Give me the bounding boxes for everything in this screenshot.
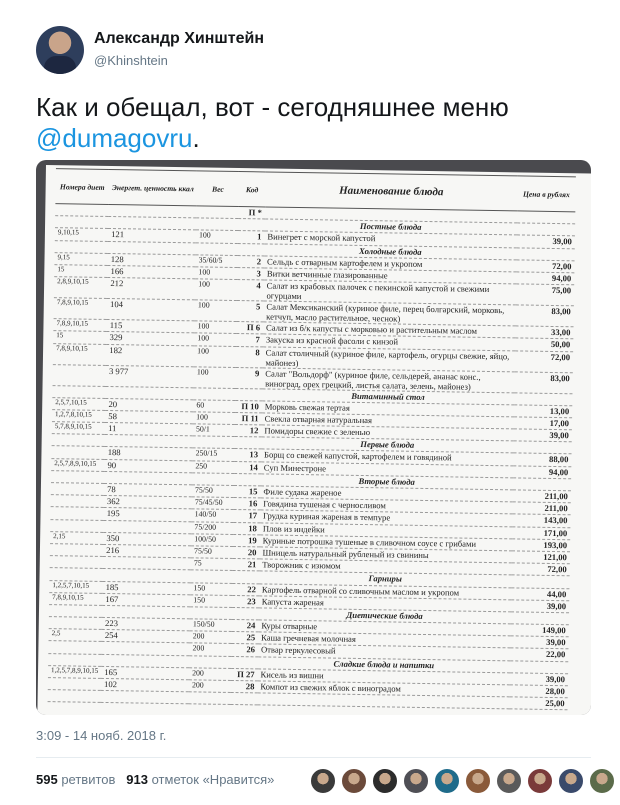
menu-cell-price: 72,00 [515,350,574,372]
menu-cell-empty [511,612,569,625]
menu-cell-price: 72,00 [516,260,574,273]
liker-avatar-5[interactable] [434,768,460,794]
menu-cell-empty [232,656,258,669]
menu-section-title: Гарниры [259,571,511,587]
menu-cell-name: Капуста жареная [259,596,511,612]
menu-cell-code: 28 [231,680,257,693]
menu-cell-diet [49,617,102,630]
menu-cell-energy: 166 [107,265,195,279]
menu-cell-name: Картофель отварной со сливочным маслом и укропом [259,583,511,599]
menu-cell-weight: 100 [195,300,238,322]
likers-avatars [310,768,620,794]
menu-cell-price: 171,00 [512,526,570,539]
menu-cell-price: 88,00 [513,453,571,466]
liker-avatar-6[interactable] [465,768,491,794]
menu-cell-empty [238,243,264,256]
menu-cell-empty [196,218,238,231]
menu-cell-energy: 188 [105,447,193,461]
menu-section-title: Витаминный стол [262,388,514,404]
menu-cell-code: 13 [235,449,261,462]
header-energy: Энергет. ценность ккал [109,169,197,205]
menu-cell-energy: 102 [101,678,189,692]
menu-cell-weight: 100 [193,412,235,425]
menu-cell-diet [50,507,103,520]
menu-cell-code: П 6 [237,322,263,335]
menu-cell-diet: 7,8,9,10,15 [53,343,107,365]
menu-cell-empty [517,223,575,236]
menu-cell-weight: 200 [189,643,231,656]
menu-cell-diet: 1,2,5,7,10,15 [49,580,102,593]
menu-cell-empty [193,436,235,449]
menu-cell-price: 83,00 [515,305,574,327]
menu-cell-energy: 223 [102,618,190,632]
tweet-header [36,26,596,74]
menu-section-title: Постные блюда [265,219,517,235]
retweets-count[interactable]: 595 [36,772,58,787]
menu-cell-diet [48,678,101,691]
menu-cell-code [231,693,257,706]
menu-cell-energy: 216 [103,544,191,558]
menu-cell-name: Филе судака жареное [260,486,512,502]
menu-cell-name [257,693,509,709]
menu-cell-code: 18 [234,522,260,535]
menu-cell-energy: 329 [106,332,194,346]
menu-cell-code: П 27 [231,668,257,681]
menu-cell-energy: 254 [102,630,190,644]
divider [36,757,591,758]
header-code: Код [239,172,266,207]
menu-cell-energy: 115 [107,320,195,334]
menu-cell-diet: 7,8,9,10,15 [54,298,108,320]
liker-avatar-2[interactable] [341,768,367,794]
author-name[interactable]: Александр Хинштейн [94,30,264,47]
menu-cell-diet: 9,10,15 [55,228,108,241]
menu-cell-weight: 75/50 [191,546,233,559]
menu-cell-weight [189,692,231,705]
menu-cell-price: 28,00 [509,685,567,698]
menu-cell-energy: 20 [105,398,193,412]
header-name: Наименование блюда [265,172,518,211]
menu-cell-code: 21 [233,559,259,572]
menu-cell-diet [48,641,101,654]
menu-cell-name: Салат из крабовых палочек с пекинской капустой и свежими огурцами [263,280,515,305]
menu-photo[interactable] [36,160,591,715]
menu-cell-diet [50,544,103,557]
menu-cell-weight: 100 [195,267,237,280]
menu-cell-code: П * [239,207,265,220]
menu-cell-diet [53,364,107,386]
menu-cell-diet [51,483,104,496]
menu-cell-name: Отвар геркулесовый [258,644,510,660]
tweet-stats [36,772,274,787]
menu-cell-price: 211,00 [512,502,570,515]
liker-avatar-8[interactable] [527,768,553,794]
menu-cell-energy: 350 [103,532,191,546]
author-handle[interactable]: @Khinshtein [94,53,168,68]
menu-cell-code: 16 [234,498,260,511]
menu-cell-weight: 250 [192,460,234,473]
menu-cell-empty [52,434,105,447]
menu-cell-name: Каша гречневая молочная [258,632,510,648]
menu-section-title: Холодные блюда [264,244,516,260]
menu-cell-energy: 104 [107,299,195,321]
menu-body [48,204,576,710]
menu-cell-empty [513,478,571,491]
menu-paper [37,165,591,715]
menu-cell-weight: 200 [189,680,231,693]
menu-cell-empty [49,568,102,581]
menu-cell-name: Грудка куриная жареная в темпуре [260,510,512,526]
header-price: Цена в рублях [517,176,576,212]
menu-cell-code: 1 [238,231,264,244]
menu-cell-name: Творожник с изюмом [259,559,511,575]
menu-cell-empty [192,473,234,486]
menu-cell-empty [49,604,102,617]
menu-cell-diet: 15 [54,265,107,278]
menu-cell-price [517,211,575,224]
menu-cell-code: 25 [232,632,258,645]
menu-cell-price: 25,00 [509,697,567,710]
menu-cell-price: 75,00 [516,284,575,306]
menu-cell-price: 39,00 [513,429,571,442]
liker-avatar-3[interactable] [372,768,398,794]
menu-cell-name: Компот из свежих яблок с виноградом [257,681,509,697]
menu-cell-name: Куры отварные [258,620,510,636]
menu-cell-diet: 7,8,9,10,15 [53,319,106,332]
menu-cell-diet: 2,15 [50,531,103,544]
menu-cell-name: Помидоры свежие с зеленью [261,425,513,441]
menu-cell-name: Плов из индейки [260,522,512,538]
menu-cell-price: 39,00 [511,600,569,613]
menu-cell-code: 20 [233,546,259,559]
menu-cell-price: 50,00 [515,338,573,351]
menu-cell-code: П 10 [236,400,262,413]
menu-cell-weight: 100 [194,366,237,388]
menu-cell-diet [50,556,103,569]
menu-cell-empty [55,240,108,253]
menu-cell-empty [193,387,235,400]
likes-label[interactable]: отметок «Нравится» [151,772,275,787]
menu-cell-name: Салат Мексиканский (куриное филе, перец болгарский, морковь, кетчуп, масло растительное, чеснок) [263,301,515,326]
menu-cell-weight: 60 [193,400,235,413]
likes-count[interactable]: 913 [126,772,148,787]
menu-cell-diet: 7,8,9,10,15 [49,592,102,605]
menu-cell-diet: 15 [53,331,106,344]
menu-cell-diet: 9,15 [54,252,107,265]
menu-cell-name: Шницель натуральный рубленый из свинины [259,547,511,563]
menu-cell-diet [50,519,103,532]
liker-avatar-4[interactable] [403,768,429,794]
menu-cell-empty [235,437,261,450]
menu-cell-empty [55,216,108,229]
menu-cell-weight: 100 [195,321,237,334]
menu-cell-empty [51,470,104,483]
menu-cell-price: 22,00 [510,648,568,661]
menu-cell-energy: 362 [104,496,192,510]
menu-cell-code: 7 [237,334,263,347]
menu-cell-price: 143,00 [512,514,570,527]
menu-cell-code: 24 [232,620,258,633]
menu-cell-name: Говядина тушеная с черносливом [260,498,512,514]
menu-cell-name: Морковь свежая тертая [262,401,514,417]
menu-cell-weight: 35/60/5 [196,255,238,268]
menu-cell-diet: 2,5 [49,629,102,642]
menu-cell-weight: 50/1 [193,424,235,437]
header-diet: Номера диет [55,169,109,205]
menu-cell-empty [233,571,259,584]
menu-cell-name: Кисель из вишни [258,669,510,685]
menu-cell-energy: 195 [104,508,192,522]
liker-avatar-10[interactable] [589,768,615,794]
menu-cell-weight: 75/50 [192,485,234,498]
menu-cell-price: 33,00 [515,326,573,339]
menu-cell-code: 23 [232,595,258,608]
menu-cell-energy: 121 [108,229,196,243]
menu-cell-energy: 182 [106,344,194,366]
menu-cell-weight: 100 [196,230,238,243]
menu-cell-empty [236,388,262,401]
menu-cell-code: 2 [238,255,264,268]
menu-section-title: Диетические блюда [258,608,510,624]
menu-cell-name: Салат "Вольдорф" (куриное филе, сельдерей, ананас конс., виноград, орех грецкий, листья салата, зелень, майонез) [262,367,514,392]
menu-cell-weight: 150/50 [190,619,232,632]
menu-cell-price: 193,00 [512,539,570,552]
menu-cell-weight: 250/15 [193,448,235,461]
menu-cell-name: Салат из б/к капусты с морковью и растительным маслом [263,322,515,338]
menu-cell-name: Салат столичный (куриное филе, картофель, огурцы свежие, яйцо, майонез) [262,346,514,371]
menu-cell-empty [514,392,572,405]
menu-cell-price: 83,00 [514,371,573,393]
menu-cell-weight: 100 [195,279,238,301]
menu-cell-empty [516,247,574,260]
menu-cell-diet: 5,7,8,9,10,15 [52,422,105,435]
menu-cell-code: П 11 [235,412,261,425]
menu-cell-code: 22 [233,583,259,596]
tweet-text-end: . [192,123,200,153]
menu-cell-code: 15 [234,485,260,498]
menu-cell-weight: 200 [190,631,232,644]
menu-cell-empty [191,570,233,583]
menu-cell-empty [190,607,232,620]
menu-cell-price: 39,00 [510,636,568,649]
menu-cell-price: 94,00 [516,272,574,285]
author-avatar[interactable] [36,26,84,74]
menu-cell-name: Борщ со свежей капустой, картофелем и говядиной [261,449,513,465]
menu-cell-price: 121,00 [511,551,569,564]
menu-cell-energy: 167 [102,593,190,607]
header-weight: Вес [197,171,240,207]
menu-cell-price: 17,00 [514,417,572,430]
menu-cell-weight: 100 [194,333,236,346]
menu-cell-weight [196,206,238,219]
menu-cell-empty [238,219,264,232]
menu-cell-weight: 75/45/50 [192,497,234,510]
menu-cell-name: Куриные потрошка тушеные в сливочном соусе с грибами [260,535,512,551]
menu-cell-diet: 1,2,5,7,8,9,10,15 [48,665,101,678]
menu-cell-energy: 185 [103,581,191,595]
menu-cell-diet [51,495,104,508]
menu-cell-diet [48,690,101,703]
menu-cell-price: 44,00 [511,587,569,600]
menu-cell-price: 94,00 [513,465,571,478]
menu-cell-empty [513,441,571,454]
menu-cell-diet [55,204,108,217]
menu-cell-price: 211,00 [512,490,570,503]
menu-cell-diet: 1,2,7,8,10,15 [52,410,105,423]
menu-cell-code: 9 [236,367,262,388]
menu-cell-weight: 75 [191,558,233,571]
menu-cell-price: 149,00 [510,624,568,637]
menu-cell-energy: 78 [104,483,192,497]
menu-cell-empty [48,653,101,666]
menu-cell-diet: 2,5,7,8,9,10,15 [51,458,104,471]
menu-cell-price: 72,00 [511,563,569,576]
liker-avatar-9[interactable] [558,768,584,794]
menu-cell-weight: 75/200 [191,521,233,534]
menu-cell-diet [51,446,104,459]
menu-section-title: Первые блюда [261,437,513,453]
retweets-label[interactable]: ретвитов [61,772,116,787]
menu-cell-code: 4 [237,280,263,301]
menu-cell-code: 5 [237,301,263,322]
menu-cell-empty [52,385,105,398]
menu-cell-code: 14 [235,461,261,474]
menu-cell-diet: 2,8,9,10,15 [54,277,108,299]
menu-cell-code: 26 [232,644,258,657]
menu-cell-name: Винегрет с морской капустой [264,231,516,247]
menu-cell-energy: 11 [105,423,193,437]
menu-cell-weight: 140/50 [192,509,234,522]
menu-cell-empty [511,575,569,588]
mention-link[interactable]: @dumagovru [36,123,193,153]
menu-cell-weight: 200 [189,668,231,681]
menu-cell-code: 12 [235,425,261,438]
liker-avatar-1[interactable] [310,768,336,794]
menu-cell-energy: 58 [105,410,193,424]
menu-cell-weight: 150 [190,595,232,608]
liker-avatar-7[interactable] [496,768,522,794]
tweet-timestamp[interactable]: 3:09 - 14 нояб. 2018 г. [36,728,167,743]
menu-cell-price: 39,00 [510,673,568,686]
menu-section-title: Вторые блюда [261,474,513,490]
menu-cell-diet: 2,5,7,10,15 [52,397,105,410]
menu-cell-name: Суп Минестроне [261,462,513,478]
menu-cell-name: Закуска из красной фасоли с кинзой [263,334,515,350]
menu-cell-empty [234,473,260,486]
menu-cell-code: 3 [238,267,264,280]
tweet-text [36,92,596,154]
menu-cell-weight: 150 [190,582,232,595]
menu-cell-name: Витки ветчинные глазированные [264,268,516,284]
menu-cell-empty [232,607,258,620]
menu-cell-name: Свекла отварная натуральная [262,413,514,429]
menu-cell-weight: 100 [194,345,237,367]
menu-cell-energy: 165 [101,666,189,680]
menu-cell-energy: 90 [104,459,192,473]
menu-cell-energy: 128 [108,253,196,267]
menu-cell-code: 17 [234,510,260,523]
menu-cell-code: 8 [236,346,262,367]
menu-cell-empty [189,655,231,668]
menu-cell-energy: 212 [107,278,195,300]
menu-cell-price: 13,00 [514,405,572,418]
menu-cell-weight: 100/50 [191,534,233,547]
menu-table [48,168,576,710]
menu-cell-code: 19 [233,534,259,547]
menu-cell-name: Сельдь с отварным картофелем и укропом [264,256,516,272]
menu-cell-empty [510,660,568,673]
menu-cell-energy [101,691,189,705]
menu-cell-price: 39,00 [516,235,574,248]
menu-cell-energy: 3 977 [106,365,194,387]
menu-section-title: Сладкие блюда и напитки [258,657,510,673]
tweet-text-body: Как и обещал, вот - сегодняшнее меню [36,92,509,122]
menu-cell-empty [196,242,238,255]
